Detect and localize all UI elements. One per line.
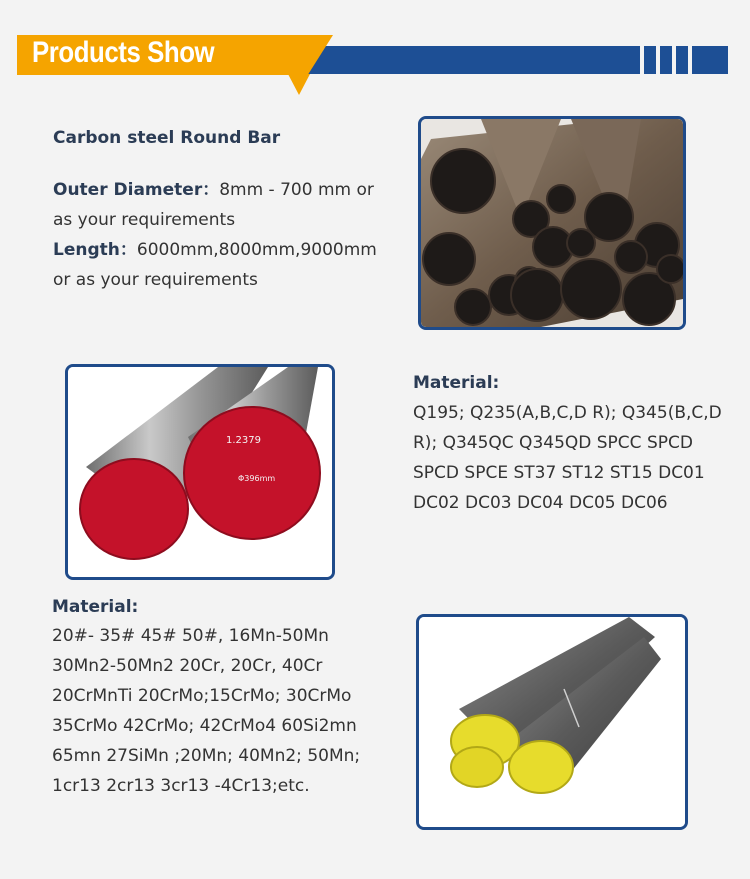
product-title: Carbon steel Round Bar xyxy=(53,128,281,148)
material-line: SPCD SPCE ST37 ST12 ST15 DC01 xyxy=(413,463,705,483)
outer-diameter-line2: as your requirements xyxy=(53,210,236,230)
material-line: Q195; Q235(A,B,C,D R); Q345(B,C,D xyxy=(413,403,722,423)
material-title-1: Material: xyxy=(413,373,500,393)
red-end-bars-photo xyxy=(65,364,335,580)
grade-mark: 1.2379 xyxy=(226,435,261,446)
page-title: Products Show xyxy=(32,36,215,69)
outer-diameter-label: Outer Diameter： xyxy=(53,180,220,200)
material-line: DC02 DC03 DC04 DC05 DC06 xyxy=(413,493,668,513)
material-line: 30Mn2-50Mn2 20Cr, 20Cr, 40Cr xyxy=(52,656,323,676)
outer-diameter-value: 8mm - 700 mm or xyxy=(219,180,374,200)
yellow-end-bars-photo xyxy=(416,614,688,830)
material-line: 1cr13 2cr13 3cr13 -4Cr13;etc. xyxy=(52,776,310,796)
outer-diameter-line1 xyxy=(53,175,374,205)
material-line: 35CrMo 42CrMo; 42CrMo4 60Si2mn xyxy=(52,716,357,736)
material-title-2: Material: xyxy=(52,597,139,617)
length-line2: or as your requirements xyxy=(53,270,258,290)
material-line: 20#- 35# 45# 50#, 16Mn-50Mn xyxy=(52,626,329,646)
material-line: 65mn 27SiMn ;20Mn; 40Mn2; 50Mn; xyxy=(52,746,361,766)
length-value: 6000mm,8000mm,9000mm xyxy=(136,240,377,260)
header-pointer xyxy=(288,74,310,95)
material-line: R); Q345QC Q345QD SPCC SPCD xyxy=(413,433,693,453)
bundle-photo xyxy=(418,116,686,330)
material-line: 20CrMnTi 20CrMo;15CrMo; 30CrMo xyxy=(52,686,352,706)
header-bar xyxy=(300,46,728,74)
size-mark: Φ396mm xyxy=(238,474,276,483)
length-line1 xyxy=(53,235,377,265)
length-label: Length： xyxy=(53,240,137,260)
